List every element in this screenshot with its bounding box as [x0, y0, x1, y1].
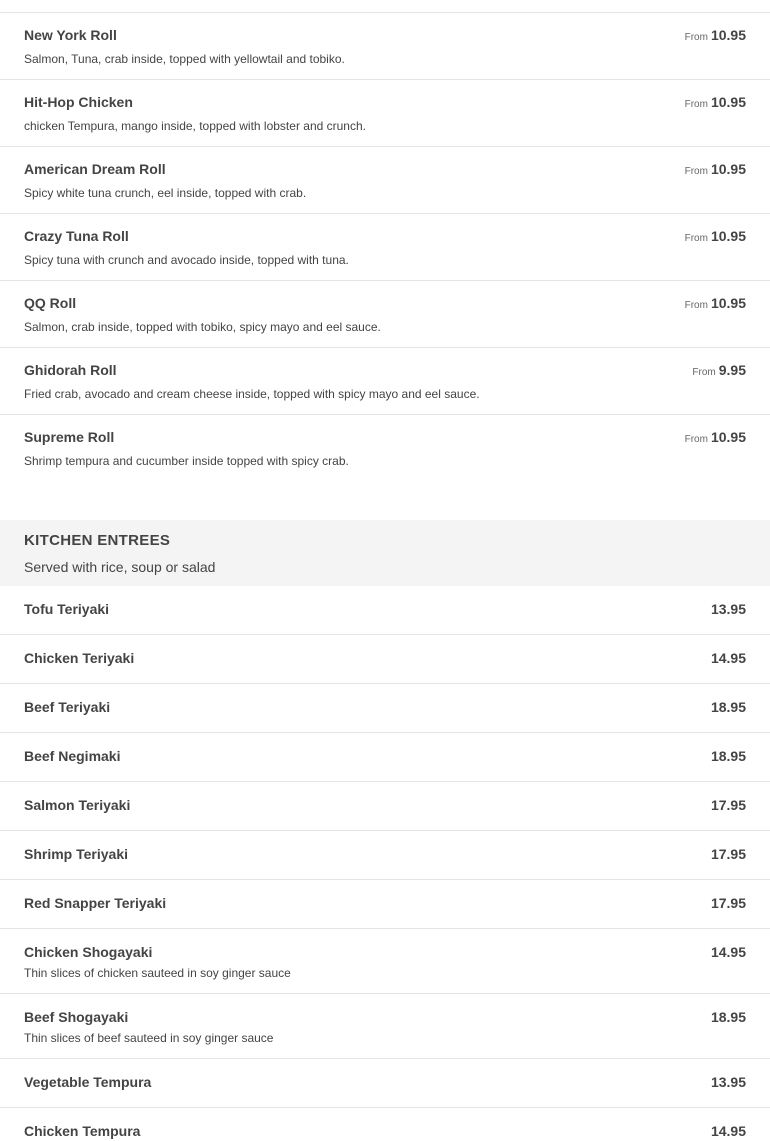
item-description: Spicy tuna with crunch and avocado inside, topped with tuna.	[24, 253, 349, 267]
item-price	[685, 94, 746, 112]
menu-item[interactable]	[0, 831, 770, 880]
item-description: Thin slices of chicken sauteed in soy ginger sauce	[24, 966, 291, 980]
item-name: Beef Teriyaki	[24, 699, 111, 715]
price-value: 14.95	[710, 1123, 746, 1139]
price-from-label: From	[684, 233, 708, 244]
menu-item[interactable]	[0, 147, 770, 214]
item-price	[711, 748, 746, 766]
price-value: 10.95	[710, 295, 746, 311]
item-name: Hit-Hop Chicken	[24, 94, 133, 110]
price-from-label: From	[684, 300, 708, 311]
price-value: 14.95	[710, 650, 746, 666]
item-name: Supreme Roll	[24, 429, 115, 445]
price-value: 18.95	[710, 1009, 746, 1025]
item-price	[711, 601, 746, 619]
menu-item[interactable]	[0, 586, 770, 635]
item-price	[711, 944, 746, 962]
item-price	[685, 228, 746, 246]
menu-item[interactable]	[0, 415, 770, 482]
menu-item[interactable]	[0, 684, 770, 733]
item-description: Fried crab, avocado and cream cheese inside, topped with spicy mayo and eel sauce.	[24, 387, 480, 401]
price-value: 10.95	[710, 161, 746, 177]
item-name: Chicken Shogayaki	[24, 944, 153, 960]
price-value: 10.95	[710, 27, 746, 43]
top-divider	[0, 0, 770, 13]
section-subtitle: Served with rice, soup or salad	[24, 559, 216, 575]
price-value: 9.95	[718, 362, 746, 378]
item-name: Chicken Teriyaki	[24, 650, 135, 666]
item-name: American Dream Roll	[24, 161, 166, 177]
item-price	[685, 161, 746, 179]
item-price	[711, 1123, 746, 1141]
item-price	[711, 699, 746, 717]
price-value: 13.95	[710, 1074, 746, 1090]
item-name: New York Roll	[24, 27, 117, 43]
item-name: Salmon Teriyaki	[24, 797, 131, 813]
menu-item[interactable]	[0, 733, 770, 782]
menu-item[interactable]	[0, 929, 770, 994]
rolls-list	[0, 13, 770, 482]
item-price	[685, 27, 746, 45]
item-price	[692, 362, 746, 380]
item-name: Vegetable Tempura	[24, 1074, 152, 1090]
price-value: 18.95	[710, 699, 746, 715]
price-value: 18.95	[710, 748, 746, 764]
menu-item[interactable]	[0, 13, 770, 80]
price-from-label: From	[684, 99, 708, 110]
menu-item[interactable]	[0, 281, 770, 348]
item-description: Shrimp tempura and cucumber inside topped with spicy crab.	[24, 454, 349, 468]
menu-item[interactable]	[0, 782, 770, 831]
item-price	[711, 1074, 746, 1092]
price-value: 17.95	[710, 846, 746, 862]
item-description: Thin slices of beef sauteed in soy ginger sauce	[24, 1031, 274, 1045]
price-from-label: From	[684, 32, 708, 43]
menu-item[interactable]	[0, 1059, 770, 1108]
price-value: 14.95	[710, 944, 746, 960]
menu-item[interactable]	[0, 635, 770, 684]
price-value: 17.95	[710, 797, 746, 813]
item-price	[685, 295, 746, 313]
item-name: Red Snapper Teriyaki	[24, 895, 167, 911]
price-from-label: From	[684, 434, 708, 445]
item-description: Salmon, Tuna, crab inside, topped with yellowtail and tobiko.	[24, 52, 345, 66]
menu-item[interactable]	[0, 348, 770, 415]
menu-item[interactable]	[0, 1108, 770, 1141]
price-value: 10.95	[710, 429, 746, 445]
item-description: Salmon, crab inside, topped with tobiko, spicy mayo and eel sauce.	[24, 320, 381, 334]
section-header	[0, 520, 770, 586]
price-value: 10.95	[710, 228, 746, 244]
item-name: Beef Negimaki	[24, 748, 121, 764]
item-name: Ghidorah Roll	[24, 362, 117, 378]
item-description: chicken Tempura, mango inside, topped with lobster and crunch.	[24, 119, 366, 133]
item-name: Tofu Teriyaki	[24, 601, 110, 617]
price-from-label: From	[684, 166, 708, 177]
price-value: 13.95	[710, 601, 746, 617]
item-price	[711, 797, 746, 815]
item-name: Crazy Tuna Roll	[24, 228, 129, 244]
menu-item[interactable]	[0, 994, 770, 1059]
item-name: Shrimp Teriyaki	[24, 846, 129, 862]
menu-item[interactable]	[0, 880, 770, 929]
price-value: 10.95	[710, 94, 746, 110]
entrees-list	[0, 586, 770, 1141]
item-price	[685, 429, 746, 447]
item-price	[711, 1009, 746, 1027]
item-name: Chicken Tempura	[24, 1123, 141, 1139]
item-name: QQ Roll	[24, 295, 77, 311]
item-price	[711, 650, 746, 668]
section-title: KITCHEN ENTREES	[24, 532, 171, 549]
item-price	[711, 846, 746, 864]
price-value: 17.95	[710, 895, 746, 911]
item-price	[711, 895, 746, 913]
price-from-label: From	[692, 367, 716, 378]
item-name: Beef Shogayaki	[24, 1009, 129, 1025]
menu-item[interactable]	[0, 214, 770, 281]
menu-item[interactable]	[0, 80, 770, 147]
item-description: Spicy white tuna crunch, eel inside, topped with crab.	[24, 186, 307, 200]
section-spacer	[0, 482, 770, 520]
